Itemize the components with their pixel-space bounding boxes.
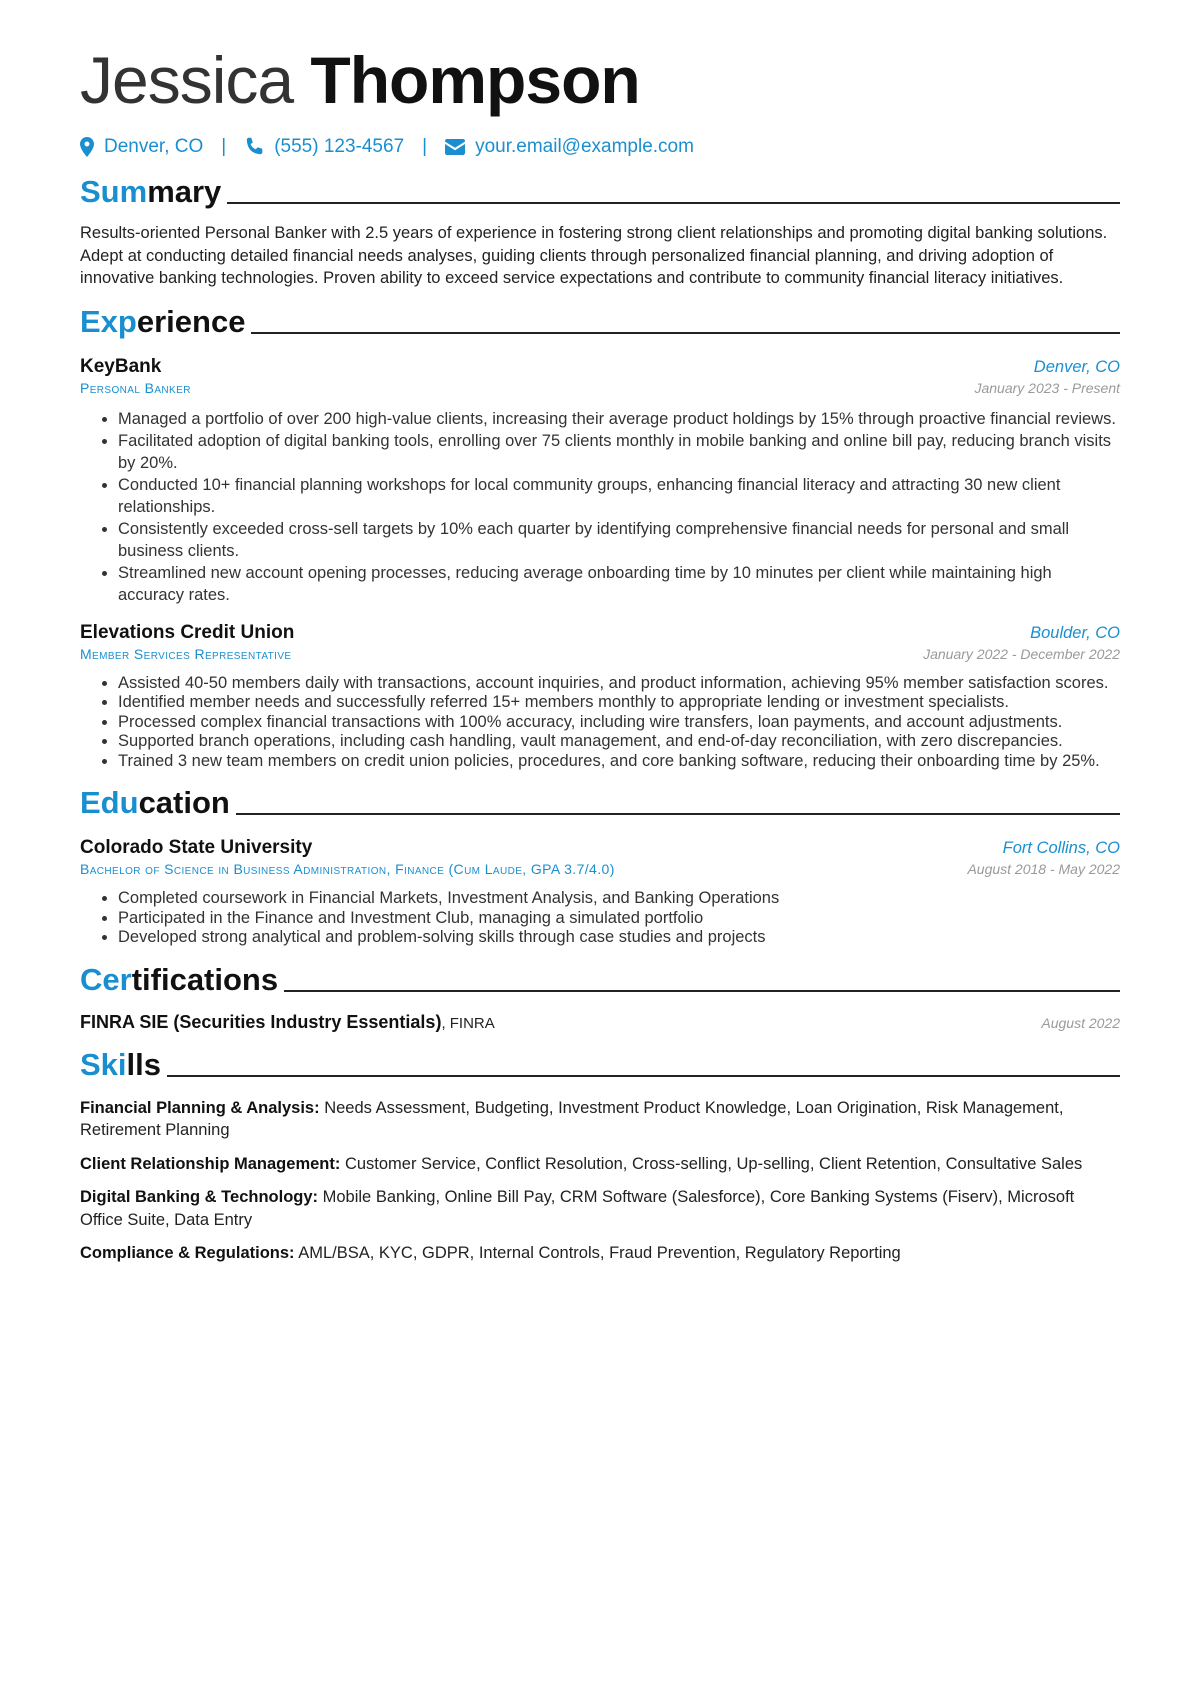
- job-location: Boulder, CO: [1030, 623, 1120, 642]
- skill-group: [80, 1153, 1120, 1176]
- section-rule: [236, 813, 1120, 815]
- list-item: • Participated in the Finance and Investment Club, managing a simulated portfolio: [118, 909, 1120, 929]
- experience-entry: [80, 622, 1120, 772]
- skill-items: Needs Assessment, Budgeting, Investment Product Knowledge, Loan Origination, Risk Management, Retirement Planning: [80, 1098, 1064, 1139]
- job-dates: January 2023 - Present: [974, 379, 1120, 396]
- skill-items: AML/BSA, KYC, GDPR, Internal Controls, Fraud Prevention, Regulatory Reporting: [294, 1244, 901, 1262]
- email-link: your.email@example.com: [475, 136, 694, 157]
- section-heading-summary: [80, 172, 1120, 210]
- job-title: Member Services Representative: [80, 645, 292, 662]
- separator: |: [221, 136, 227, 157]
- title-accent: Ski: [80, 1046, 127, 1082]
- summary-text: Results-oriented Personal Banker with 2.5 years of experience in fostering strong client relationships and promoting digital banking solutions. Adept at conducting detailed financial needs analyses, guiding clients through personalized financial planning, and driving adoption of innovative banking technologies. Proven ability to exceed service expectations and contribute to community financial literacy initiatives.: [80, 224, 1108, 287]
- job-location: Denver, CO: [1033, 357, 1120, 376]
- list-item: • Consistently exceeded cross-sell targets by 10% each quarter by identifying comprehensive financial needs for personal and small business clients.: [118, 518, 1120, 562]
- skill-items: Mobile Banking, Online Bill Pay, CRM Software (Salesforce), Core Banking Systems (Fiserv), Microsoft Office Suite, Data Entry: [80, 1188, 1075, 1229]
- certification-entry: [80, 1012, 1120, 1033]
- list-item: • Processed complex financial transactions with 100% accuracy, including wire transfers, loan payments, and account adjustments.: [118, 713, 1120, 733]
- list-item: • Facilitated adoption of digital banking tools, enrolling over 75 clients monthly in mobile banking and online bill pay, reducing branch visits by 20%.: [118, 430, 1120, 474]
- map-marker-icon: [80, 137, 94, 157]
- resume-page: [80, 40, 1120, 1276]
- skill-category: Financial Planning & Analysis:: [80, 1098, 320, 1117]
- skill-category: Digital Banking & Technology:: [80, 1188, 319, 1206]
- section-rule: [227, 202, 1120, 204]
- title-accent: Sum: [80, 174, 148, 209]
- section-title: [80, 1047, 161, 1083]
- contact-email[interactable]: [445, 136, 694, 158]
- list-item: • Completed coursework in Financial Markets, Investment Analysis, and Banking Operations: [118, 889, 1120, 909]
- section-heading-education: [80, 783, 1120, 821]
- list-item: • Developed strong analytical and problem-solving skills through case studies and projects: [118, 928, 1120, 948]
- title-accent: Edu: [80, 785, 139, 820]
- section-heading-experience: [80, 302, 1120, 340]
- job-title: Personal Banker: [80, 379, 191, 396]
- section-rule: [167, 1075, 1120, 1077]
- certification-issuer: , FINRA: [441, 1014, 495, 1032]
- list-item: • Identified member needs and successfully referred 15+ members monthly to appropriate lending or investment specialists.: [118, 693, 1120, 713]
- skills-list: [80, 1097, 1120, 1265]
- candidate-name: [80, 40, 1120, 120]
- separator: |: [422, 136, 428, 157]
- location-text: Denver, CO: [104, 136, 204, 157]
- certification-date: August 2022: [1041, 1014, 1120, 1031]
- employer-name: Elevations Credit Union: [80, 621, 295, 643]
- list-item: • Assisted 40-50 members daily with transactions, account inquiries, and product information, achieving 95% member satisfaction scores.: [118, 674, 1120, 694]
- school-name: Colorado State University: [80, 837, 313, 858]
- title-rest: lls: [126, 1046, 161, 1082]
- title-rest: tifications: [131, 961, 279, 997]
- achievement-list: [80, 674, 1120, 772]
- section-heading-certifications: [80, 960, 1120, 998]
- last-name: Thompson: [310, 43, 640, 117]
- section-rule: [284, 990, 1120, 992]
- list-item: • Conducted 10+ financial planning workshops for local community groups, enhancing financial literacy and attracting 30 new client relationships.: [118, 474, 1120, 518]
- phone-icon: [244, 137, 264, 157]
- education-list: [80, 889, 1120, 948]
- phone-text: (555) 123-4567: [274, 136, 405, 157]
- employer-name: KeyBank: [80, 355, 162, 377]
- contact-bar: [80, 134, 1120, 160]
- education-dates: August 2018 - May 2022: [967, 861, 1120, 877]
- envelope-icon: [445, 139, 465, 155]
- title-rest: erience: [136, 303, 246, 339]
- skill-group: [80, 1242, 1120, 1265]
- skill-category: Compliance & Regulations:: [80, 1244, 295, 1262]
- section-title: [80, 962, 278, 998]
- contact-location: [80, 136, 203, 158]
- certification-name: FINRA SIE (Securities Industry Essentials): [80, 1011, 442, 1032]
- title-accent: Cer: [80, 961, 132, 997]
- title-rest: mary: [147, 174, 222, 209]
- section-heading-skills: [80, 1045, 1120, 1083]
- section-title: [80, 785, 230, 821]
- list-item: • Trained 3 new team members on credit union policies, procedures, and core banking software, reducing their onboarding time by 25%.: [118, 752, 1120, 772]
- list-item: • Streamlined new account opening processes, reducing average onboarding time by 10 minutes per client while maintaining high accuracy rates.: [118, 562, 1120, 606]
- achievement-list: [80, 408, 1120, 606]
- first-name: Jessica: [80, 43, 294, 117]
- education-entry: [80, 837, 1120, 948]
- section-title: [80, 174, 221, 210]
- section-rule: [251, 332, 1120, 334]
- list-item: • Supported branch operations, including cash handling, vault management, and end-of-day reconciliation, with zero discrepancies.: [118, 732, 1120, 752]
- title-accent: Exp: [80, 303, 137, 339]
- title-rest: cation: [138, 785, 230, 820]
- degree: Bachelor of Science in Business Administration, Finance (Cum Laude, GPA 3.7/4.0): [80, 861, 615, 877]
- experience-entry: [80, 356, 1120, 606]
- school-location: Fort Collins, CO: [1002, 839, 1120, 857]
- skill-group: [80, 1097, 1120, 1142]
- contact-phone[interactable]: [244, 136, 404, 158]
- skill-group: [80, 1186, 1120, 1231]
- section-title: [80, 304, 245, 340]
- list-item: • Managed a portfolio of over 200 high-value clients, increasing their average product holdings by 15% through proactive financial reviews.: [118, 408, 1120, 430]
- skill-items: Customer Service, Conflict Resolution, Cross-selling, Up-selling, Client Retention, Consultative Sales: [340, 1154, 1083, 1173]
- job-dates: January 2022 - December 2022: [923, 645, 1120, 662]
- skill-category: Client Relationship Management:: [80, 1154, 341, 1173]
